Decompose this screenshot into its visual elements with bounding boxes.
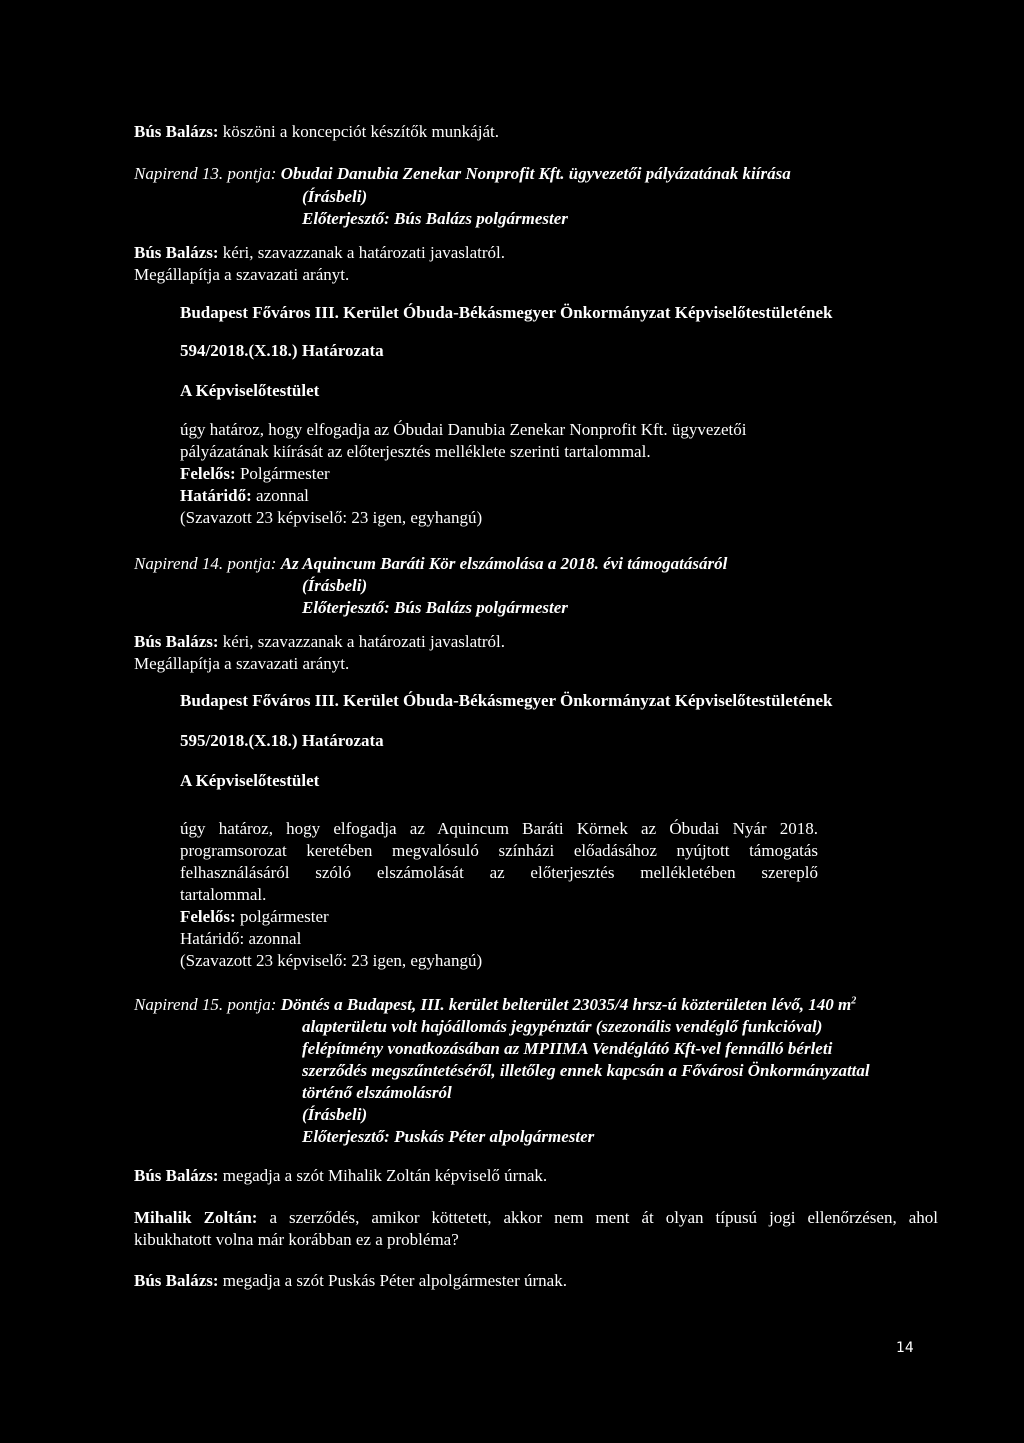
resolution-body-heading: A Képviselőtestület xyxy=(180,771,320,790)
speech-line xyxy=(134,242,505,263)
page-number: 14 xyxy=(896,1340,914,1356)
speech-line xyxy=(134,1270,567,1291)
agenda-title-line: történő elszámolásról xyxy=(302,1083,452,1102)
resolution-text-line: úgy határoz, hogy elfogadja az Óbudai Danubia Zenekar Nonprofit Kft. ügyvezetői xyxy=(180,420,747,439)
speech-text: megadja a szót Puskás Péter alpolgármester úrnak. xyxy=(218,1271,567,1290)
resolution-number: 595/2018.(X.18.) Határozata xyxy=(180,731,384,750)
agenda-title: Az Aquincum Baráti Kör elszámolása a 2018. évi támogatásáról xyxy=(280,554,728,573)
superscript-2: 2 xyxy=(851,995,857,1007)
deadline-value: azonnal xyxy=(251,486,309,505)
speech-text: megadja a szót Mihalik Zoltán képviselő úrnak. xyxy=(218,1166,548,1185)
deadline-label: Határidő: xyxy=(180,486,252,505)
agenda-item-13 xyxy=(134,163,791,184)
speech-line xyxy=(134,631,505,652)
agenda-title xyxy=(281,995,856,1014)
agenda-item-14 xyxy=(134,553,727,574)
agenda-label: Napirend 13. pontja: xyxy=(134,164,277,183)
agenda-presenter: Előterjesztő: Puskás Péter alpolgármester xyxy=(302,1127,595,1146)
agenda-title-line: alapterületu volt hajóállomás jegypénztár (szezonális vendéglő funkcióval) xyxy=(302,1017,823,1036)
agenda-title-line: szerződés megszűntetéséről, illetőleg ennek kapcsán a Fővárosi Önkormányzattal xyxy=(302,1061,870,1080)
resolution-deadline xyxy=(180,485,309,506)
resolution-deadline: Határidő: azonnal xyxy=(180,929,302,948)
agenda-title-text: Döntés a Budapest, III. kerület belterület 23035/4 hrsz-ú közterületen lévő, 140 m xyxy=(280,995,852,1014)
resolution-text-line: úgy határoz, hogy elfogadja az Aquincum Baráti Körnek az Óbudai Nyár 2018. xyxy=(180,819,818,838)
speech-line xyxy=(134,1207,938,1228)
resolution-vote: (Szavazott 23 képviselő: 23 igen, egyhangú) xyxy=(180,508,483,527)
responsible-value: Polgármester xyxy=(235,464,330,483)
speaker-name: Bús Balázs: xyxy=(134,632,219,651)
resolution-number: 594/2018.(X.18.) Határozata xyxy=(180,341,384,360)
speech-text: a szerződés, amikor köttetett, akkor nem ment át olyan típusú jogi ellenőrzésen, ahol xyxy=(257,1208,938,1227)
agenda-item-15 xyxy=(134,994,856,1015)
speech-line xyxy=(134,121,499,142)
speech-text: kéri, szavazzanak a határozati javaslatról. xyxy=(218,632,506,651)
speech-line xyxy=(134,1165,547,1186)
agenda-presenter: Előterjesztő: Bús Balázs polgármester xyxy=(302,209,568,228)
speaker-name: Bús Balázs: xyxy=(134,1271,219,1290)
speech-text: köszöni a koncepciót készítők munkáját. xyxy=(218,122,499,141)
agenda-written: (Írásbeli) xyxy=(302,576,368,595)
agenda-presenter: Előterjesztő: Bús Balázs polgármester xyxy=(302,598,568,617)
agenda-label: Napirend 14. pontja: xyxy=(134,554,277,573)
responsible-value: polgármester xyxy=(235,907,329,926)
resolution-responsible xyxy=(180,906,329,927)
speech-text-line: Megállapítja a szavazati arányt. xyxy=(134,654,350,673)
resolution-heading: Budapest Főváros III. Kerület Óbuda-Békásmegyer Önkormányzat Képviselőtestületének xyxy=(180,691,833,710)
speech-text: kéri, szavazzanak a határozati javaslatról. xyxy=(218,243,506,262)
responsible-label: Felelős: xyxy=(180,464,236,483)
agenda-title-line: felépítmény vonatkozásában az MPIIMA Vendéglátó Kft-vel fennálló bérleti xyxy=(302,1039,833,1058)
resolution-text-line: pályázatának kiírását az előterjesztés melléklete szerinti tartalommal. xyxy=(180,442,651,461)
agenda-written: (Írásbeli) xyxy=(302,187,368,206)
resolution-heading: Budapest Főváros III. Kerület Óbuda-Békásmegyer Önkormányzat Képviselőtestületének xyxy=(180,303,833,322)
resolution-text-line: programsorozat keretében megvalósuló színházi előadásához nyújtott támogatás xyxy=(180,841,818,860)
agenda-title: Obudai Danubia Zenekar Nonprofit Kft. ügyvezetői pályázatának kiírása xyxy=(280,164,791,183)
speaker-name: Bús Balázs: xyxy=(134,1166,219,1185)
speech-text-line: kibukhatott volna már korábban ez a probléma? xyxy=(134,1230,459,1249)
resolution-text-line: felhasználásáról szóló elszámolását az előterjesztés mellékletében szereplő xyxy=(180,863,818,882)
resolution-vote: (Szavazott 23 képviselő: 23 igen, egyhangú) xyxy=(180,951,483,970)
speaker-name: Mihalik Zoltán: xyxy=(134,1208,258,1227)
speech-text-line: Megállapítja a szavazati arányt. xyxy=(134,265,350,284)
resolution-responsible xyxy=(180,463,330,484)
speaker-name: Bús Balázs: xyxy=(134,243,219,262)
agenda-label: Napirend 15. pontja: xyxy=(134,995,277,1014)
speaker-name: Bús Balázs: xyxy=(134,122,219,141)
agenda-written: (Írásbeli) xyxy=(302,1105,368,1124)
responsible-label: Felelős: xyxy=(180,907,236,926)
resolution-body-heading: A Képviselőtestület xyxy=(180,381,320,400)
resolution-text-line: tartalommal. xyxy=(180,885,267,904)
